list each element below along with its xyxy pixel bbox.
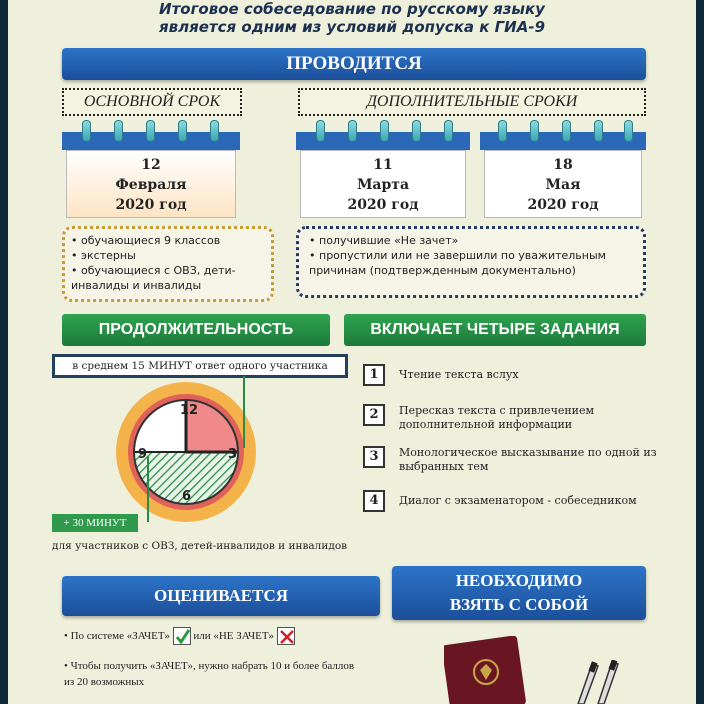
- calendar-ring-icon: [348, 120, 357, 142]
- clock-label-3: 3: [228, 447, 238, 462]
- cross-icon: [277, 627, 295, 645]
- date-day: 12: [141, 157, 161, 173]
- calendar-ring-icon: [82, 120, 91, 142]
- clock-illustration: [100, 376, 270, 526]
- task-item: [363, 446, 663, 476]
- task-item: [363, 490, 663, 516]
- task-text: Монологическое высказывание по одной из выбранных тем: [399, 446, 657, 473]
- participant-item: • получившие «Не зачет»: [309, 233, 633, 248]
- system-or: или «НЕ ЗАЧЕТ»: [193, 630, 274, 642]
- check-icon: [173, 627, 191, 645]
- clock-label-6: 6: [182, 489, 192, 504]
- calendar-date: [66, 150, 236, 218]
- infographic-poster: [8, 0, 696, 704]
- task-item: [363, 364, 663, 390]
- task-number: 2: [363, 404, 385, 426]
- date-month: Мая: [545, 177, 581, 193]
- passport-icon: [444, 636, 526, 704]
- task-number: 1: [363, 364, 385, 386]
- duration-title: ПРОДОЛЖИТЕЛЬНОСТЬ: [62, 314, 330, 346]
- calendar-ring-icon: [114, 120, 123, 142]
- bring-title: [392, 566, 646, 620]
- additional-participants-box: [296, 226, 646, 298]
- task-item: [363, 404, 663, 434]
- participant-item: • пропустили или не завершили по уважительным причинам (подтвержденным документально): [309, 248, 633, 278]
- bullet-icon: •: [64, 630, 71, 642]
- calendar-ring-icon: [594, 120, 603, 142]
- calendar-ring-icon: [530, 120, 539, 142]
- date-year: 2020 год: [527, 197, 599, 213]
- calendar-ring-icon: [146, 120, 155, 142]
- task-text: Чтение текста вслух: [399, 368, 519, 381]
- bring-title-line-2: ВЗЯТЬ С СОБОЙ: [449, 595, 589, 614]
- extra-time-badge: + 30 МИНУТ: [52, 514, 138, 532]
- participant-item: • обучающиеся 9 классов: [71, 233, 265, 248]
- date-day: 18: [553, 157, 573, 173]
- calendar-march: [296, 120, 470, 220]
- evaluation-system: [64, 626, 394, 646]
- calendar-ring-icon: [380, 120, 389, 142]
- task-number: 4: [363, 490, 385, 512]
- extra-time-note: для участников с ОВЗ, детей-инвалидов и инвалидов: [52, 540, 348, 552]
- system-prefix: По системе «ЗАЧЕТ»: [70, 630, 170, 642]
- main-participants-box: [62, 226, 274, 302]
- header-line-2: является одним из условий допуска к ГИА-9: [158, 18, 546, 36]
- calendar-date: [300, 150, 466, 218]
- main-term-label: ОСНОВНОЙ СРОК: [62, 88, 242, 116]
- date-month: Марта: [356, 177, 410, 193]
- evaluated-title: ОЦЕНИВАЕТСЯ: [62, 576, 380, 616]
- score-rule: [64, 658, 364, 690]
- score-rule-text: Чтобы получить «ЗАЧЕТ», нужно набрать 10 и более баллов из 20 возможных: [64, 660, 355, 688]
- bullet-icon: •: [64, 660, 71, 672]
- additional-terms-label: ДОПОЛНИТЕЛЬНЫЕ СРОКИ: [298, 88, 646, 116]
- participant-item: • экстерны: [71, 248, 265, 263]
- participant-item: • обучающиеся с ОВЗ, дети-инвалиды и инвалиды: [71, 263, 265, 293]
- date-year: 2020 год: [115, 197, 187, 213]
- calendar-ring-icon: [316, 120, 325, 142]
- calendar-date: [484, 150, 642, 218]
- clock-label-12: 12: [180, 403, 199, 418]
- bring-title-line-1: НЕОБХОДИМО: [455, 571, 583, 590]
- task-text: Пересказ текста с привлечением дополнительной информации: [399, 404, 595, 431]
- task-text: Диалог с экзаменатором - собеседником: [399, 494, 637, 507]
- header-line-1: Итоговое собеседование по русскому языку: [159, 0, 545, 18]
- calendar-ring-icon: [210, 120, 219, 142]
- calendar-ring-icon: [178, 120, 187, 142]
- calendar-february: [62, 120, 240, 220]
- calendar-ring-icon: [498, 120, 507, 142]
- calendar-ring-icon: [562, 120, 571, 142]
- date-month: Февраля: [115, 177, 187, 193]
- date-year: 2020 год: [347, 197, 419, 213]
- calendar-may: [480, 120, 646, 220]
- calendar-ring-icon: [412, 120, 421, 142]
- average-duration-label: в среднем 15 МИНУТ ответ одного участника: [52, 354, 348, 378]
- pens-icon: [568, 660, 628, 704]
- calendar-ring-icon: [624, 120, 633, 142]
- calendar-ring-icon: [444, 120, 453, 142]
- clock-label-9: 9: [138, 447, 148, 462]
- date-day: 11: [373, 157, 393, 173]
- task-number: 3: [363, 446, 385, 468]
- conducted-title: ПРОВОДИТСЯ: [62, 48, 646, 80]
- tasks-title: ВКЛЮЧАЕТ ЧЕТЫРЕ ЗАДАНИЯ: [344, 314, 646, 346]
